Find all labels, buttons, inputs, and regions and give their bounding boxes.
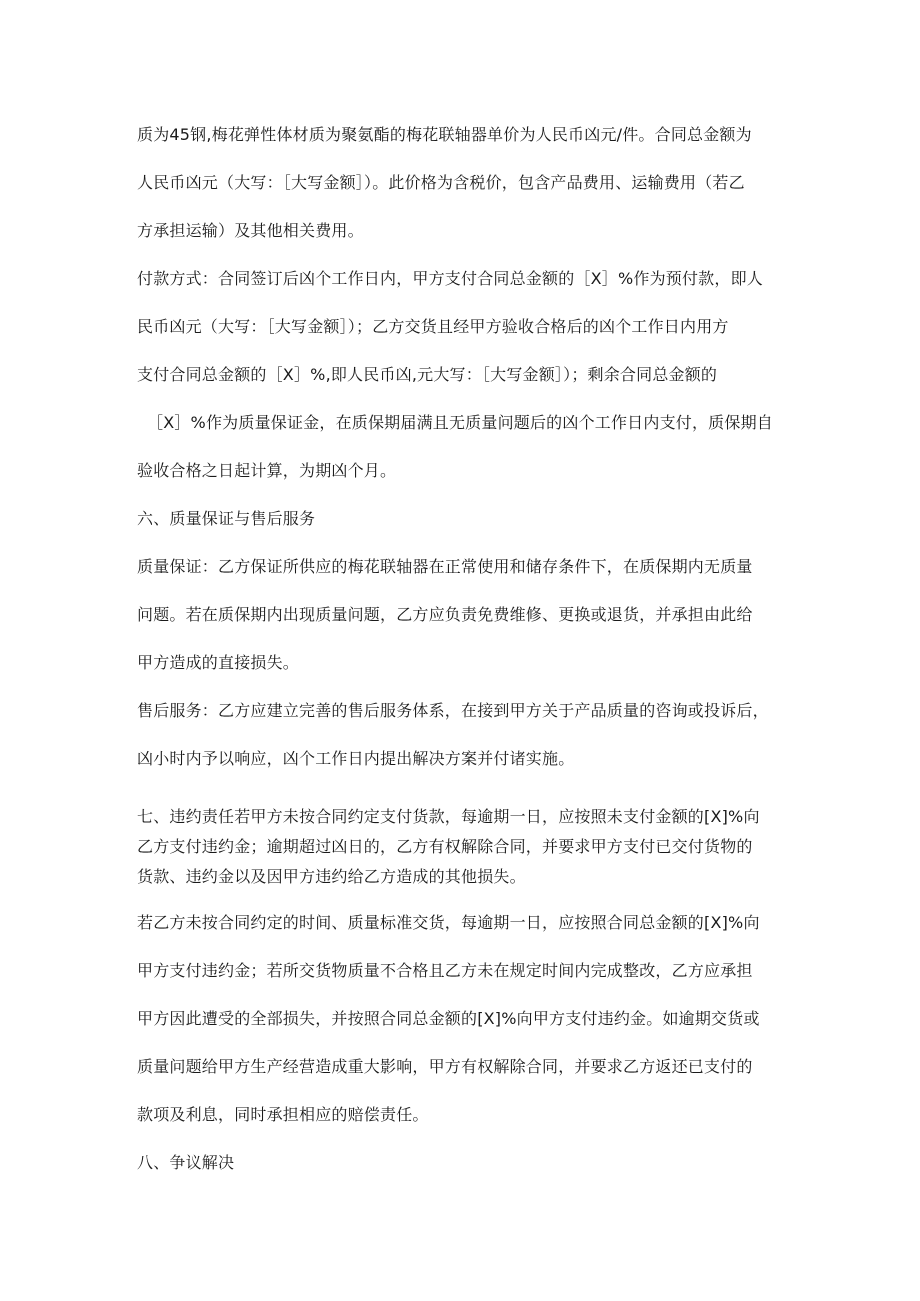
section-heading: 六、质量保证与售后服务	[137, 509, 316, 528]
body-text-line: 甲方因此遭受的全部损失，并按照合同总金额的[X]%向甲方支付违约金。如逾期交货或	[137, 1009, 760, 1028]
body-text-line: 款项及利息，同时承担相应的赔偿责任。	[137, 1105, 429, 1124]
body-text-line: 民币凶元（大写：［大写金额］）；乙方交货且经甲方验收合格后的凶个工作日内用方	[137, 317, 729, 336]
body-text-line: 验收合格之日起计算，为期凶个月。	[137, 461, 397, 480]
body-text-line: 方承担运输）及其他相关费用。	[137, 221, 364, 240]
section-heading: 七、违约责任若甲方未按合同约定支付货款，每逾期一日，应按照未支付金额的[X]%向	[137, 807, 760, 826]
body-text-line: ［X］%作为质量保证金，在质保期届满且无质量问题后的凶个工作日内支付，质保期自	[147, 413, 773, 432]
body-text-line: 凶小时内予以响应，凶个工作日内提出解决方案并付诸实施。	[137, 749, 575, 768]
body-text-line: 人民币凶元（大写：［大写金额］）。此价格为含税价，包含产品费用、运输费用（若乙	[137, 173, 745, 192]
body-text-line: 乙方支付违约金；逾期超过凶日的，乙方有权解除合同，并要求甲方支付已交付货物的	[137, 837, 753, 856]
body-text-line: 质量问题给甲方生产经营造成重大影响，甲方有权解除合同，并要求乙方返还已支付的	[137, 1057, 753, 1076]
body-text-line: 若乙方未按合同约定的时间、质量标准交货，每逾期一日，应按照合同总金额的[X]%向	[137, 913, 760, 932]
section-heading: 八、争议解决	[137, 1153, 235, 1172]
body-text-line: 甲方支付违约金；若所交货物质量不合格且乙方未在规定时间内完成整改，乙方应承担	[137, 961, 753, 980]
body-text-line: 支付合同总金额的［X］%,即人民币凶,元大写：［大写金额］）；剩余合同总金额的	[137, 365, 718, 384]
body-text-line: 质量保证：乙方保证所供应的梅花联轴器在正常使用和储存条件下，在质保期内无质量	[137, 557, 753, 576]
body-text-line: 质为45钢,梅花弹性体材质为聚氨酯的梅花联轴器单价为人民币凶元/件。合同总金额为	[137, 125, 752, 144]
body-text-line: 付款方式：合同签订后凶个工作日内，甲方支付合同总金额的［X］%作为预付款，即人	[137, 269, 763, 288]
body-text-line: 甲方造成的直接损失。	[137, 653, 300, 672]
body-text-line: 售后服务：乙方应建立完善的售后服务体系，在接到甲方关于产品质量的咨询或投诉后，	[137, 701, 769, 720]
body-text-line: 货款、违约金以及因甲方违约给乙方造成的其他损失。	[137, 867, 526, 886]
body-text-line: 问题。若在质保期内出现质量问题，乙方应负责免费维修、更换或退货，并承担由此给	[137, 605, 753, 624]
